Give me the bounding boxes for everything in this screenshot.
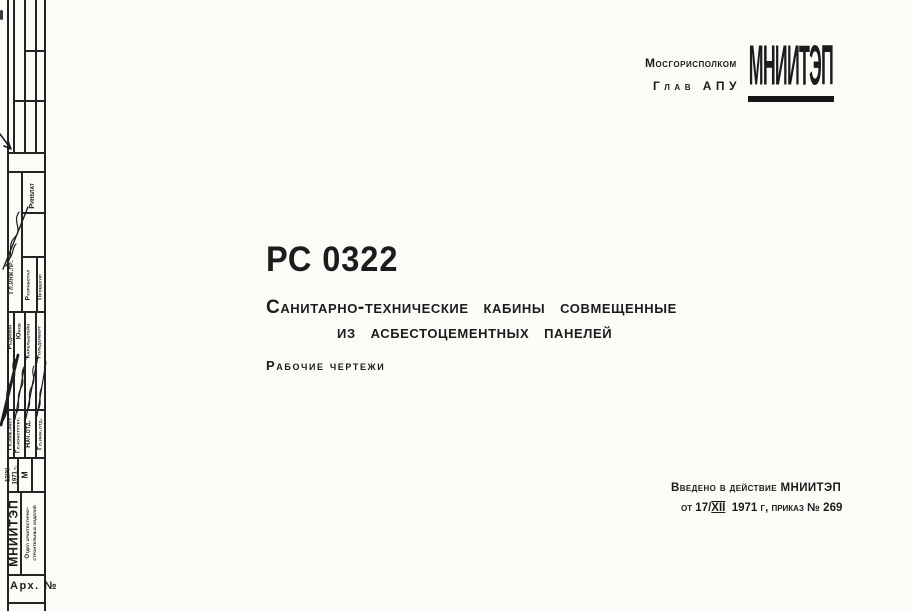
scale-label: М [19, 471, 30, 479]
signatures-overlay [0, 0, 55, 611]
approval-rest: 1971 г, приказ № 269 [725, 502, 843, 514]
stamp-department-line2: строительных изделий [31, 505, 38, 561]
stamp-org-name: МНИИТЭП [6, 499, 21, 567]
pen-mark-arrow [0, 134, 11, 149]
signatory-name: Рыдюкин [6, 324, 14, 350]
approval-from: от 17/ [681, 502, 712, 514]
approval-roman-month: XII [711, 502, 726, 514]
approval-line2 [681, 502, 842, 514]
label-checked: Проверил [36, 274, 44, 300]
developer-name: Ринблат [26, 183, 36, 209]
scan-artifact [0, 10, 3, 20]
division-name: Глав АПУ [653, 79, 741, 93]
stamp-department-line1: Отдел архитектурно- [24, 507, 32, 559]
mniitep-logo-text: МНИИТЭП [748, 34, 834, 99]
signatory-name: Гольденберг [36, 325, 43, 359]
label-developed: Разработал [24, 269, 32, 301]
signatory-role: Нач.отд. [25, 420, 33, 448]
document-subtitle: Рабочие чертежи [266, 358, 386, 373]
signatory-name: Юнов [15, 322, 23, 340]
signature-stroke [3, 207, 28, 269]
role-chief-project-engineer: Гл.инж.пр. [8, 260, 16, 294]
signatory-role: Гл.конструкт. [15, 417, 22, 453]
signatory-role: Гл.инж.инст [6, 417, 14, 451]
signatory-role: Гл.инж.отд. [36, 418, 44, 450]
committee-name: Мосгорисполком [645, 56, 737, 70]
signatory-name: Карельштейн [25, 323, 32, 359]
mniitep-logo [748, 34, 834, 102]
stamp-date-line2: 1971 г. [12, 465, 18, 485]
archive-number-label: Арх. № [10, 580, 59, 592]
document-code: РС 0322 [266, 240, 399, 279]
document-title-line2: из асбестоцементных панелей [337, 322, 613, 343]
approval-line1: Введено в действие МНИИТЭП [671, 482, 842, 494]
document-title-line1: Санитарно-технические кабины совмещенные [266, 297, 677, 318]
stamp-date-line1: 12/XI [5, 467, 12, 483]
